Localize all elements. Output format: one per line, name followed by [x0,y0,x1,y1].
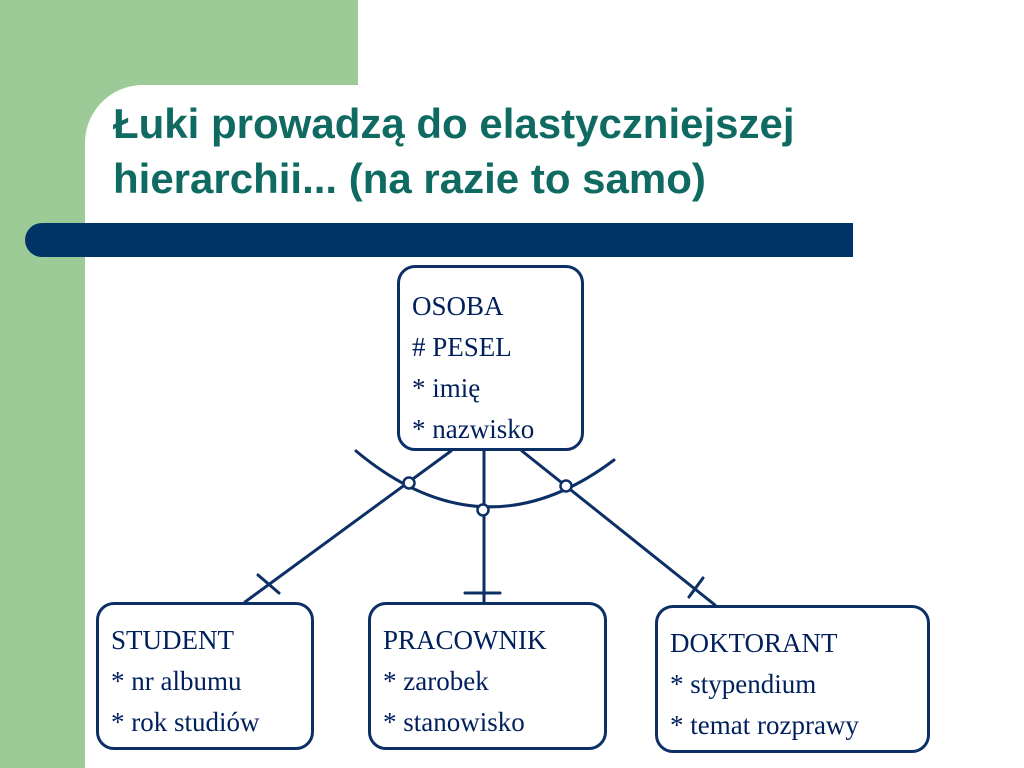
entity-pracownik[interactable] [368,602,607,750]
entity-osoba-name: OSOBA [412,291,504,321]
entity-osoba-attribute: # PESEL [412,332,512,362]
slide-title-line-2: hierarchii... (na razie to samo) [113,155,706,202]
entity-osoba-attribute: * imię [412,373,481,403]
arc-junction-student [404,478,415,489]
entity-student[interactable] [96,602,314,750]
entity-pracownik-attribute: * zarobek [383,666,489,696]
arc-junction-doktorant [561,481,572,492]
entity-pracownik-attribute: * stanowisko [383,707,525,737]
entity-osoba-attribute: * nazwisko [412,414,535,444]
arc-junction-pracownik [478,505,489,516]
entity-pracownik-name: PRACOWNIK [383,625,547,655]
connector-osoba-student [245,451,451,602]
entity-doktorant-name: DOKTORANT [670,628,838,658]
slide-title-line-1: Łuki prowadzą do elastyczniejszej [113,100,795,147]
entity-student-attribute: * rok studiów [111,707,260,737]
entity-doktorant[interactable] [655,605,930,753]
entity-doktorant-attribute: * temat rozprawy [670,710,859,740]
entity-student-attribute: * nr albumu [111,666,242,696]
entity-student-name: STUDENT [111,625,234,655]
entity-osoba[interactable] [397,265,584,451]
entity-doktorant-attribute: * stypendium [670,669,817,699]
connector-osoba-doktorant [522,451,715,605]
